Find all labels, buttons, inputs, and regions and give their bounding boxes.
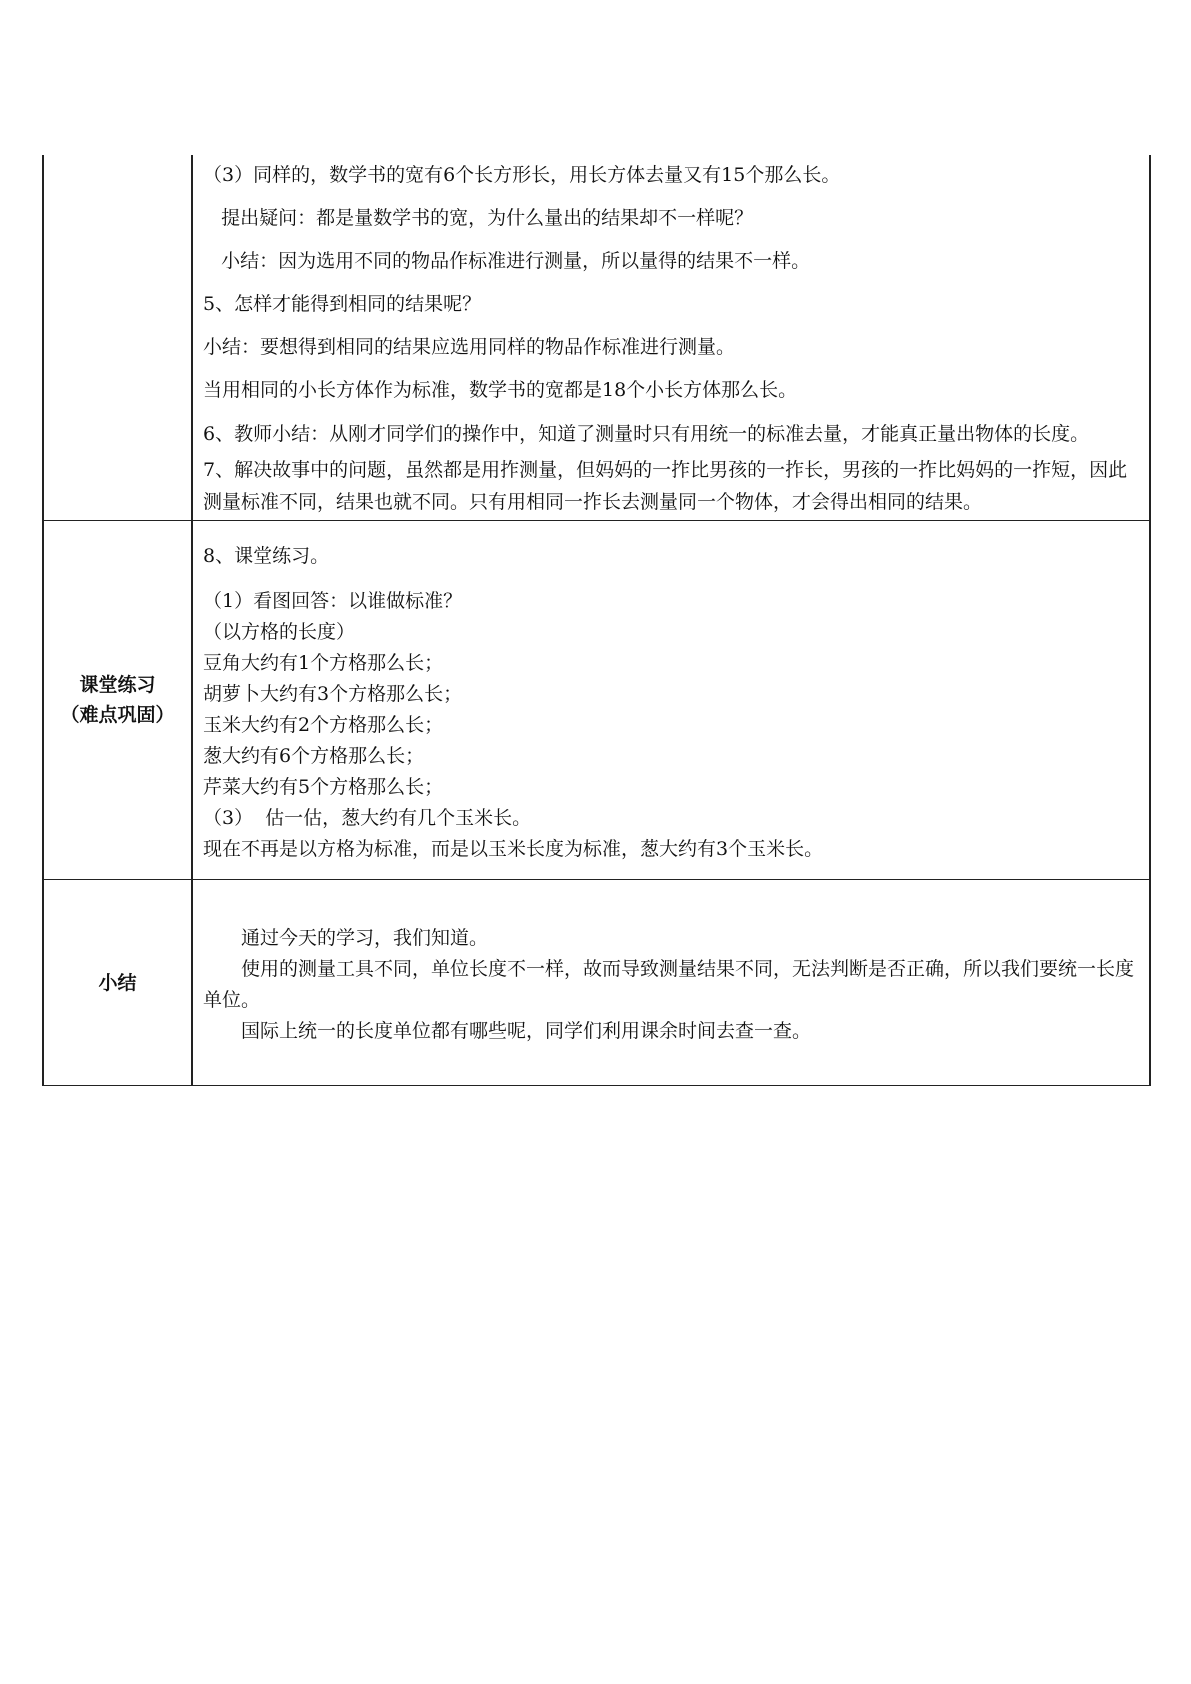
lesson-plan-table (42, 155, 1151, 1086)
paragraph: 7、解决故事中的问题，虽然都是用拃测量，但妈妈的一拃比男孩的一拃长，男孩的一拃比妈妈的一拃短，因此测量标准不同，结果也就不同。只有用相同一拃长去测量同一个物体，才会得出相同的结果。 (203, 459, 1128, 513)
row-label-practice (43, 521, 192, 880)
row-content-practice (192, 521, 1150, 880)
paragraph: （1）看图回答：以谁做标准？ (203, 590, 463, 612)
paragraph: 芹菜大约有5个方格那么长； (203, 776, 444, 798)
paragraph: 6、教师小结：从刚才同学们的操作中，知道了测量时只有用统一的标准去量，才能真正量出物体的长度。 (203, 423, 1090, 445)
paragraph: 8、课堂练习。 (203, 545, 330, 567)
paragraph: （3） 估一估，葱大约有几个玉米长。 (203, 807, 532, 829)
row-label-empty (43, 155, 192, 521)
table-row-practice (43, 521, 1150, 880)
label-line: 课堂练习 (79, 674, 156, 696)
paragraph: 胡萝卜大约有3个方格那么长； (203, 683, 463, 705)
paragraph: 通过今天的学习，我们知道。 (241, 927, 489, 949)
table-row-summary (43, 880, 1150, 1086)
row-content-summary (192, 880, 1150, 1086)
paragraph: 小结：要想得到相同的结果应选用同样的物品作标准进行测量。 (203, 336, 736, 358)
paragraph: 5、怎样才能得到相同的结果呢？ (203, 293, 482, 315)
paragraph: 现在不再是以方格为标准，而是以玉米长度为标准，葱大约有3个玉米长。 (203, 838, 824, 860)
paragraph: 豆角大约有1个方格那么长； (203, 652, 444, 674)
label-line: （难点巩固） (60, 704, 175, 726)
row-content-procedure (192, 155, 1150, 521)
paragraph: 玉米大约有2个方格那么长； (203, 714, 444, 736)
paragraph: （以方格的长度） (203, 621, 356, 643)
paragraph: 葱大约有6个方格那么长； (203, 745, 425, 767)
paragraph: 提出疑问：都是量数学书的宽，为什么量出的结果却不一样呢？ (203, 207, 754, 229)
paragraph: 国际上统一的长度单位都有哪些呢，同学们利用课余时间去查一查。 (241, 1020, 812, 1042)
paragraph: （3）同样的，数学书的宽有6个长方形长，用长方体去量又有15个那么长。 (203, 164, 841, 186)
paragraph: 当用相同的小长方体作为标准，数学书的宽都是18个小长方体那么长。 (203, 379, 798, 401)
table-row-procedure (43, 155, 1150, 521)
row-label-summary: 小结 (43, 880, 192, 1086)
paragraph: 使用的测量工具不同，单位长度不一样，故而导致测量结果不同，无法判断是否正确，所以我们要统一长度单位。 (203, 958, 1135, 1011)
paragraph: 小结：因为选用不同的物品作标准进行测量，所以量得的结果不一样。 (203, 250, 811, 272)
